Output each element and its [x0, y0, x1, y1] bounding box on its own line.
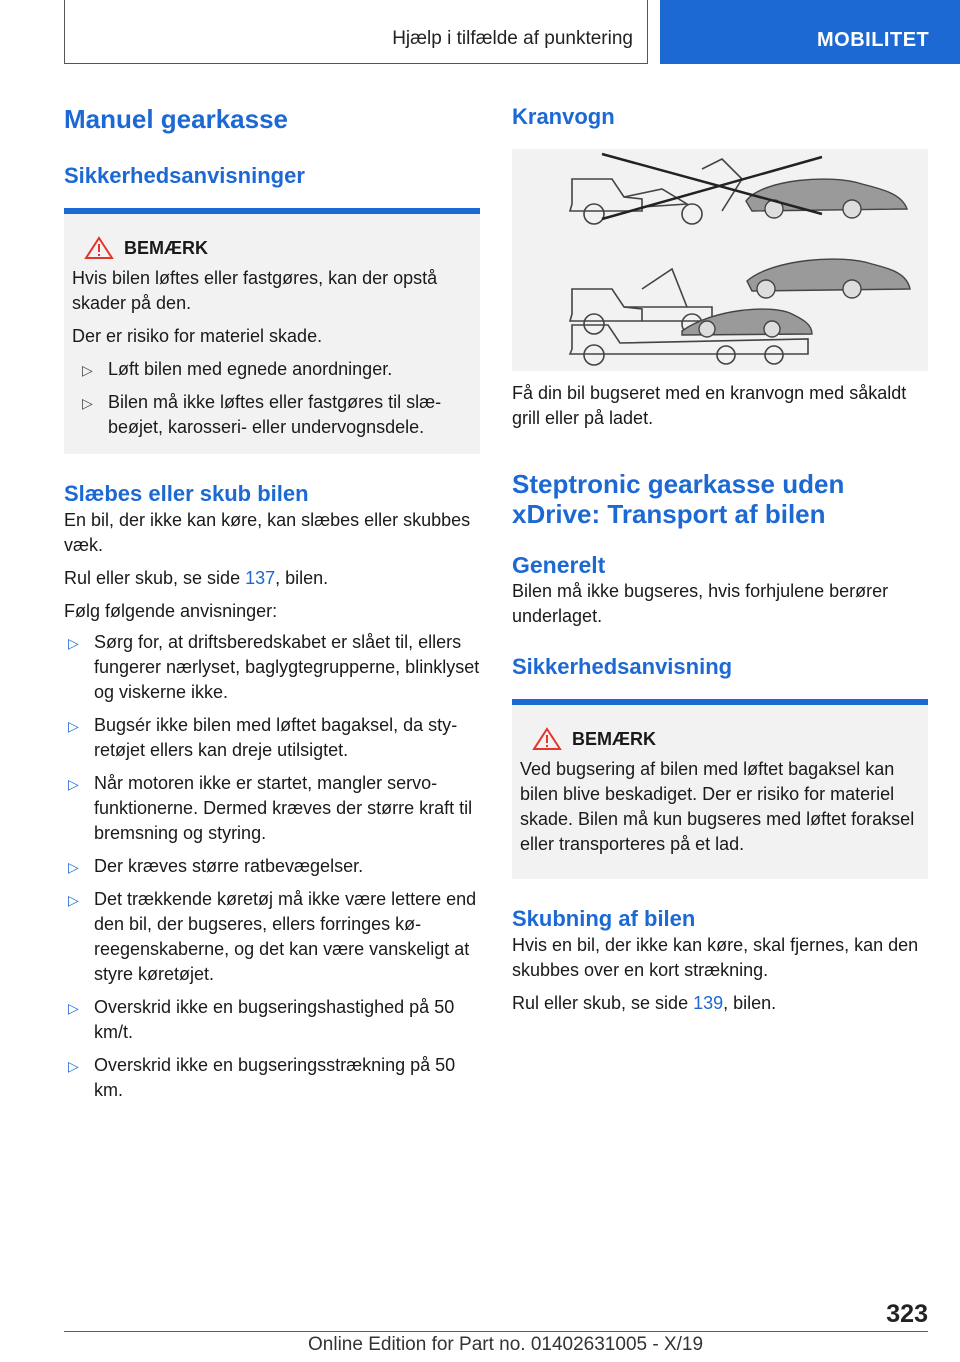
- list-item: ▷ Bugsér ikke bilen med løftet bagaksel, da styretøjet ellers kan dreje utilsigtet.: [68, 715, 458, 760]
- list-item: ▷ Der kræves større ratbevægelser.: [64, 854, 480, 879]
- tow-truck-image: [512, 149, 928, 371]
- footer-edition: Online Edition for Part no. 01402631005 - X/19: [308, 1334, 704, 1355]
- triangle-bullet-icon: ▷: [68, 859, 79, 875]
- page-link-137[interactable]: 137: [245, 568, 276, 588]
- tow-paragraph-3: Følg følgende anvisninger:: [64, 601, 278, 621]
- subtitle-crane: Kranvogn: [512, 104, 615, 129]
- tow-paragraph-2: Rul eller skub, se side 137, bilen.: [64, 568, 329, 588]
- note-title: [72, 236, 472, 260]
- push-paragraph-2: Rul eller skub, se side 139, bilen.: [512, 993, 777, 1013]
- note-paragraph-2: Der er risiko for materiel skade.: [72, 326, 323, 346]
- note-title: [520, 727, 920, 751]
- triangle-bullet-icon: ▷: [68, 1000, 79, 1016]
- warning-icon: [532, 727, 562, 751]
- triangle-bullet-icon: ▷: [82, 395, 93, 411]
- header-tab: MOBILITET: [660, 0, 960, 64]
- tow-list: [64, 630, 480, 1103]
- right-column: [512, 100, 928, 1016]
- footer-rule: [64, 1331, 928, 1332]
- subtitle-safety: Sikkerhedsanvisninger: [64, 163, 305, 188]
- triangle-bullet-icon: ▷: [68, 776, 79, 792]
- header-box: [64, 0, 648, 64]
- tow-truck-illustration: [512, 149, 928, 371]
- general-paragraph: Bilen må ikke bugseres, hvis forhjulene berører underlaget.: [512, 581, 889, 626]
- note-title-text: BEMÆRK: [572, 728, 656, 749]
- triangle-bullet-icon: ▷: [68, 718, 79, 734]
- page-link-139[interactable]: 139: [693, 993, 724, 1013]
- triangle-bullet-icon: ▷: [68, 892, 79, 908]
- note-paragraph: Ved bugsering af bilen med løftet bagaksel kan bilen blive beskadiget. Der er risiko for materiel skade. Bilen må kun bugseres med løftet foraksel eller transporteres på et lad.: [520, 759, 915, 854]
- list-item: ▷ Overskrid ikke en bugseringsstrækning på 50 km.: [68, 1055, 456, 1100]
- list-item: ▷ Det trækkende køretøj må ikke være lettere end den bil, der bugseres, ellers forringes køreegenskaberne, og det kan være vanskeligt at styre køretøjet.: [68, 889, 477, 984]
- note-list: [72, 357, 472, 440]
- section-title-steptronic: Steptronic gearkasse uden xDrive: Transport af bilen: [512, 469, 845, 529]
- subtitle-general: Generelt: [512, 552, 606, 578]
- header-title: Hjælp i tilfælde af punktering: [392, 28, 633, 49]
- note-title-text: BEMÆRK: [124, 237, 208, 258]
- list-item: ▷ Løft bilen med egnede anordninger.: [72, 357, 472, 382]
- warning-icon: [84, 236, 114, 260]
- crane-paragraph: Få din bil bugseret med en kranvogn med såkaldt grill eller på ladet.: [512, 383, 907, 428]
- subtitle-safety-right: Sikkerhedsanvisning: [512, 654, 733, 679]
- tow-paragraph-1: En bil, der ikke kan køre, kan slæbes eller skubbes væk.: [64, 510, 471, 555]
- push-paragraph-1: Hvis en bil, der ikke kan køre, skal fjernes, kan den skubbes over en kort strækning.: [512, 935, 919, 980]
- note-box: [64, 214, 480, 454]
- subtitle-tow: Slæbes eller skub bilen: [64, 481, 309, 506]
- note-box: [512, 705, 928, 879]
- subtitle-push: Skubning af bilen: [512, 906, 696, 931]
- list-item: ▷ Overskrid ikke en bugseringshastighed på 50 km/t.: [68, 997, 455, 1042]
- left-column: [64, 100, 480, 1103]
- triangle-bullet-icon: ▷: [82, 362, 93, 378]
- triangle-bullet-icon: ▷: [68, 635, 79, 651]
- note-paragraph-1: Hvis bilen løftes eller fastgøres, kan der opstå skader på den.: [72, 268, 438, 313]
- list-item: ▷ Når motoren ikke er startet, mangler servofunktionerne. Dermed kræves der større kraft til bremsning og styring.: [68, 773, 473, 843]
- list-item: ▷ Sørg for, at driftsberedskabet er slået til, ellers fungerer nærlyset, baglygtegrupperne, blinklyset og viskerne ikke.: [68, 632, 480, 702]
- page-number: 323: [886, 1300, 928, 1328]
- triangle-bullet-icon: ▷: [68, 1058, 79, 1074]
- section-title-manual-gearbox: Manuel gearkasse: [64, 104, 289, 134]
- list-item: ▷ Bilen må ikke løftes eller fastgøres til slæbeøjet, karosseri- eller undervognsdele.: [82, 392, 442, 437]
